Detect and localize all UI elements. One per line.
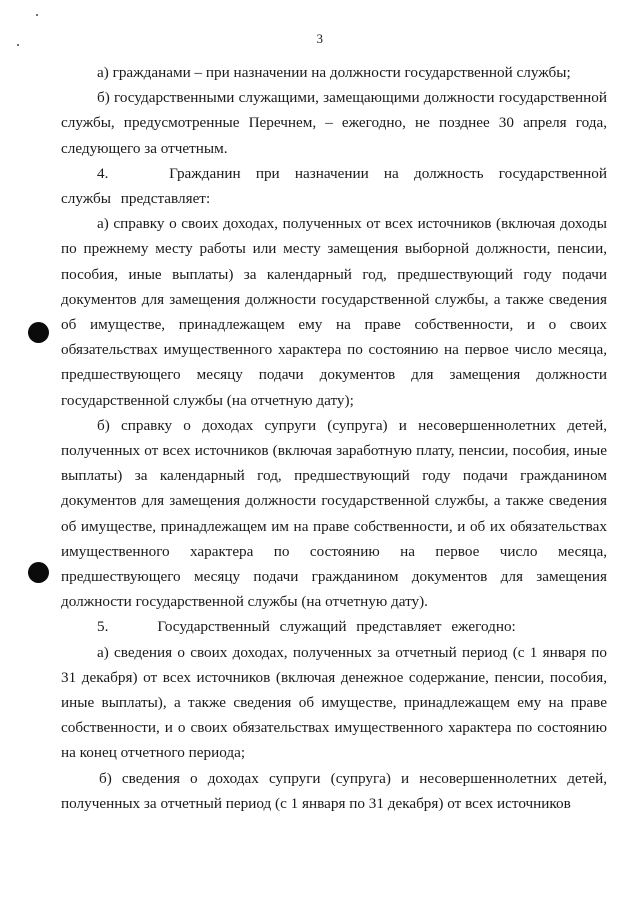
paragraph-4a: а) справку о своих доходах, полученных от всех источников (включая доходы по прежнему месту работы или месту замещения выборной должности, пенсии, пособия, иные выплаты) за календарный год, предшествующий году подачи документов для замещения должности государственной службы, а также сведения об имуществе, принадлежащем ему на праве собственности, и о своих обязательствах имущественного характера по состоянию на первое число месяца, предшествующего месяцу подачи документов для замещения должности государственной службы (на отчетную дату); <box>61 215 607 409</box>
scan-speck <box>36 14 38 16</box>
paragraph-5-heading: 5. Государственный служащий представляет ежегодно: <box>97 618 516 636</box>
page-number: 3 <box>316 31 324 46</box>
punch-hole-mark <box>28 322 49 343</box>
paragraph-4-heading: 4. Гражданин при назначении на должность государственной службы представляет: <box>61 164 607 208</box>
paragraph-5b: б) сведения о доходах супруги (супруга) и несовершеннолетних детей, полученных за отчетный период (с 1 января по 31 декабря) от всех источников <box>61 769 607 812</box>
paragraph-3a: а) гражданами – при назначении на должности государственной службы; <box>97 64 571 81</box>
paragraph-3b: б) государственными служащими, замещающими должности государственной службы, предусмотренные Перечнем, – ежегодно, не позднее 30 апреля года, следующего за отчетным. <box>61 89 607 157</box>
paragraph-5a: а) сведения о своих доходах, полученных за отчетный период (с 1 января по 31 декабря) от всех источников (включая денежное содержание, пенсии, пособия, иные выплаты), а также сведения об имуществе, принадлежащем ему на праве собственности, и о своих обязательствах имущественного характера по состоянию на конец отчетного периода; <box>61 643 607 762</box>
punch-hole-mark <box>28 562 49 583</box>
document-body <box>61 60 607 816</box>
paragraph-4b: б) справку о доходах супруги (супруга) и несовершеннолетних детей, полученных от всех источников (включая заработную плату, пенсии, пособия, иные выплаты) за календарный год, предшествующий году подачи гражданином документов для замещения должности государственной службы, а также сведения об имуществе, принадлежащем им на праве собственности, и об их обязательствах имущественного характера по состоянию на первое число месяца, предшествующего месяцу подачи гражданином документов для замещения должности государственной службы (на отчетную дату). <box>61 416 607 611</box>
